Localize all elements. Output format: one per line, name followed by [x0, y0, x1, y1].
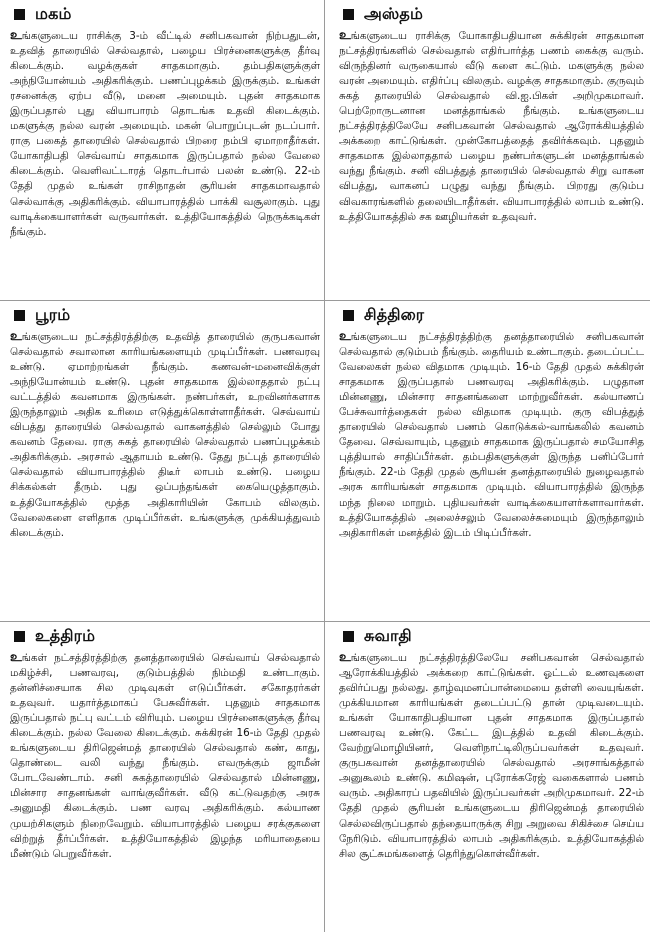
sign-text: ங்கள் நட்சத்திரத்திற்கு தனத்தாரையில் செவ்வாய் செல்வதால் மகிழ்ச்சி, பணவரவு, குடும்பத்தில் நிம்மதி உண்டாகும். தன்னிச்சையாக சில முடிவுகள் எடுப்பீர்கள். சகோதரர்கள் உதவுவர். யதார்த்தமாகப் பேசுவீர்கள். புதனும் சாதகமாக இருப்பதால் நட்பு வட்டம் விரியும். பழைய பிரச்னைகளுக்கு தீர்வு கிடைக்கும். நல்ல வேலை கிடைக்கும். சுக்கிரன் 16-ம் தேதி முதல் உங்களுடைய திரிஜென்மத் தாரையில் செல்வதால் கண், காது, தொண்டை வலி வந்து நீங்கும். எவருக்கும் ஜாமீன் போடவேண்டாம். சனி சுகத்தாரையில் செல்வதால் மின்னணு, மின்சார சாதனங்கள் வாங்குவீர்கள். வீடு கட்டுவதற்கு அரசு அனுமதி கிடைக்கும். பண வரவு அதிகரிக்கும். கல்யாண முயற்சிகளும் நிறைவேறும். வியாபாரத்தில் பழைய சரக்குகளை விற்றுத் தீர்ப்பீர்கள். உத்தியோகத்தில் இழந்த மரியாதையை மீண்டும் பெறுவீர்கள்.: [10, 652, 320, 860]
sign-text: ங்களுடைய நட்சத்திரத்திலேயே சனிபகவான் செல்வதால் ஆரோக்கியத்தில் அக்கறை காட்டுங்கள். ஓட்டல் உணவுகளை தவிர்ப்பது நல்லது. தாழ்வுமனப்பான்மையை தள்ளி வையுங்கள். முக்கியமான காரியங்கள் தடைப்பட்டு தான் முடிவடையும். உங்கள் யோகாதிபதியான புதன் சாதகமாக இருப்பதால் பணவரவு உண்டு. கேட்ட இடத்தில் உதவி கிடைக்கும். வேற்றுமொழியினர், வெளிநாட்டிலிருப்பவர்கள் உதவுவர். குருபகவான் தனத்தாரையில் செல்வதால் அரசாங்கத்தால் அனுகூலம் உண்டு. கமிஷன், புரோக்கரேஜ் வகைகளால் பணம் வரும். அதிகாரப் பதவியில் இருப்பவர்கள் அறிமுகமாவர். 22-ம் தேதி முதல் சூரியன் உங்களுடைய திரிஜென்மத் தாரையில் செல்லவிருப்பதால் தந்தையாருக்கு சிறு அறுவை சிகிச்சை செய்ய நேரிடும். வியாபாரத்தில் லாபம் அதிகரிக்கும். உத்தியோகத்தில் சில சூட்சுமங்களைத் தெரிந்துகொள்வீர்கள்.: [339, 652, 644, 860]
sign-title: உத்திரம்: [35, 625, 96, 645]
sign-title: சித்திரை: [364, 304, 425, 324]
square-bullet-icon: [14, 310, 25, 321]
sign-header: [10, 625, 320, 647]
drop-cap: உ: [339, 650, 351, 665]
sign-card-chithirai: [325, 301, 650, 621]
drop-cap: உ: [339, 329, 351, 344]
square-bullet-icon: [343, 310, 354, 321]
square-bullet-icon: [343, 631, 354, 642]
drop-cap: உ: [339, 28, 351, 43]
sign-title: பூரம்: [35, 304, 71, 324]
sign-header: [339, 3, 644, 25]
sign-card-uthiram: [0, 622, 324, 932]
drop-cap: உ: [10, 650, 22, 665]
drop-cap: உ: [10, 28, 22, 43]
sign-text: ங்களுடைய நட்சத்திரத்திற்கு தனத்தாரையில் சனிபகவான் செல்வதால் குடும்பம் நீங்கும். தைரியம் உண்டாகும். தடைப்பட்ட வேலைகள் நல்ல விதமாக முடியும். 16-ம் தேதி முதல் சுக்கிரன் சாதகமாக இருப்பதால் பணவரவு அதிகரிக்கும். பழுதான மின்னணு, மின்சார சாதனங்களை மாற்றுவீர்கள். கல்யாணப் பேச்சுவார்த்தைகள் நல்ல விதமாக முடியும். குரு விபத்துத் தாரையில் செல்வதால் பணம் கொடுக்கல்-வாங்கலில் கவனம் தேவை. செவ்வாயும், புதனும் சாதகமாக இருப்பதால் சமயோசித புத்தியால் சாதிப்பீர்கள். தம்பதிகளுக்குள் இருந்த பனிப்போர் நீங்கும். 22-ம் தேதி முதல் சூரியன் தனத்தாரையில் நுழைவதால் அரசு காரியங்கள் சாதகமாக முடியும். வியாபாரத்தில் இருந்த மந்த நிலை மாறும். புதியவர்கள் வாடிக்கையாளர்களாவார்கள். உத்தியோகத்தில் அலைச்சலும் வேலைச்சுமையும் இருந்தாலும் அதிகாரிகள் மனத்தில் இடம் பிடிப்பீர்கள்.: [339, 331, 644, 539]
sign-card-astham: [325, 0, 650, 300]
sign-body: [10, 329, 320, 541]
sign-header: [339, 304, 644, 326]
sign-title: மகம்: [35, 3, 72, 23]
square-bullet-icon: [343, 9, 354, 20]
sign-card-swathi: [325, 622, 650, 932]
sign-text: ங்களுடைய ராசிக்கு யோகாதிபதியான சுக்கிரன் சாதகமான நட்சத்திரங்களில் செல்வதால் எதிர்பார்த்த பணம் கைக்கு வரும். விருந்தினர் வருகையால் வீடு களை கட்டும். மகளுக்கு நல்ல வரன் அமையும். எதிர்ப்பு விலகும். வழக்கு சாதகமாகும். குருவும் சுகத் தாரையில் செல்வதால் வி.ஐ.பிகள் அறிமுகமாவர். பெற்றோருடனான மனத்தாங்கல் நீங்கும். உங்களுடைய நட்சத்திரத்திலேயே சனிபகவான் செல்வதால் ஆரோக்கியத்தில் அக்கறை காட்டுங்கள். முன்கோபத்தைத் தவிர்க்கவும். புதனும் சாதகமாக இல்லாததால் பழைய நண்பர்களுடன் மனத்தாங்கல் வந்து நீங்கும். சனி விபத்துத் தாரையில் செல்வதால் சிறு வாகன விபத்து, வாகனப் பழுது வந்து நீங்கும். பிறரது குடும்ப விவகாரங்களில் தலையிடாதீர்கள். வியாபாரத்தில் லாபம் உண்டு. உத்தியோகத்தில் சக ஊழியர்கள் உதவுவர்.: [339, 30, 644, 223]
sign-text: ங்களுடைய நட்சத்திரத்திற்கு உதவித் தாரையில் குருபகவான் செல்வதால் சவாலான காரியங்களையும் முடிப்பீர்கள். பணவரவு உண்டு. ஏமாற்றங்கள் நீங்கும். கணவன்-மனைவிக்குள் அந்நியோன்யம் உண்டு. புதன் சாதகமாக இல்லாததால் நட்பு வட்டத்தில் கவனமாக இருங்கள். நண்பர்கள், உறவினர்களாக இருந்தாலும் அதிக உரிமை எடுத்துக்கொள்ளாதீர்கள். செவ்வாய் விபத்து தாரையில் செல்வதால் வாகனத்தில் செல்லும் போது கவனம் தேவை. ராகு சுகத் தாரையில் செல்வதால் பணப்புழக்கம் அதிகரிக்கும். அரசால் ஆதாயம் உண்டு. தேது நட்புத் தாரையில் செல்வதால் வியாபாரத்தில் திடீர் லாபம் உண்டு. பழைய சிக்கல்கள் தீரும். புது ஒப்பந்தங்கள் கையெழுத்தாகும். உத்தியோகத்தில் மூத்த அதிகாரியின் கோபம் விலகும். வேலைகளை எளிதாக முடிப்பீர்கள். உங்களுக்கு முக்கியத்துவம் கிடைக்கும்.: [10, 331, 320, 539]
sign-title: சுவாதி: [364, 625, 412, 645]
sign-body: [10, 28, 320, 240]
sign-card-pooram: [0, 301, 324, 621]
sign-header: [10, 3, 320, 25]
sign-header: [339, 625, 644, 647]
sign-body: [339, 28, 644, 225]
square-bullet-icon: [14, 631, 25, 642]
sign-body: [10, 650, 320, 862]
drop-cap: உ: [10, 329, 22, 344]
sign-title: அஸ்தம்: [364, 3, 424, 23]
sign-text: ங்களுடைய ராசிக்கு 3-ம் வீட்டில் சனிபகவான் நிற்பதுடன், உதவித் தாரையில் செல்வதால், பழைய பிரச்னைகளுக்கு தீர்வு கிடைக்கும். வழக்குகள் சாதகமாகும். தம்பதிகளுக்குள் அந்நியோன்யம் அதிகரிக்கும். பணப்புழக்கம் இருக்கும். உங்கள் ரசனைக்கு ஏற்ப வீடு, மனை அமையும். புதன் சாதகமாக இருப்பதால் புது வியாபாரம் தொடங்க உதவி கிடைக்கும். மகளுக்கு நல்ல வரன் அமையும். மகன் பொறுப்புடன் நடப்பார். ராகு பகைத் தாரையில் செல்வதால் பிறரை நம்பி ஏமாறாதீர்கள். யோகாதிபதி செவ்வாய் சாதகமாக இருப்பதால் நல்ல வேலை கிடைக்கும். வெளிவட்டாரத் தொடர்பால் பலன் உண்டு. 22-ம் தேதி முதல் உங்கள் ராசிநாதன் சூரியன் சாதகமாவதால் செல்வாக்கு அதிகரிக்கும். வியாபாரத்தில் பாக்கி வசூலாகும். புது வாடிக்கையாளர்கள் வருவார்கள். உத்தியோகத்தில் நெருக்கடிகள் நீங்கும்.: [10, 30, 320, 238]
sign-body: [339, 650, 644, 862]
sign-body: [339, 329, 644, 541]
sign-card-magam: [0, 0, 324, 300]
sign-header: [10, 304, 320, 326]
square-bullet-icon: [14, 9, 25, 20]
